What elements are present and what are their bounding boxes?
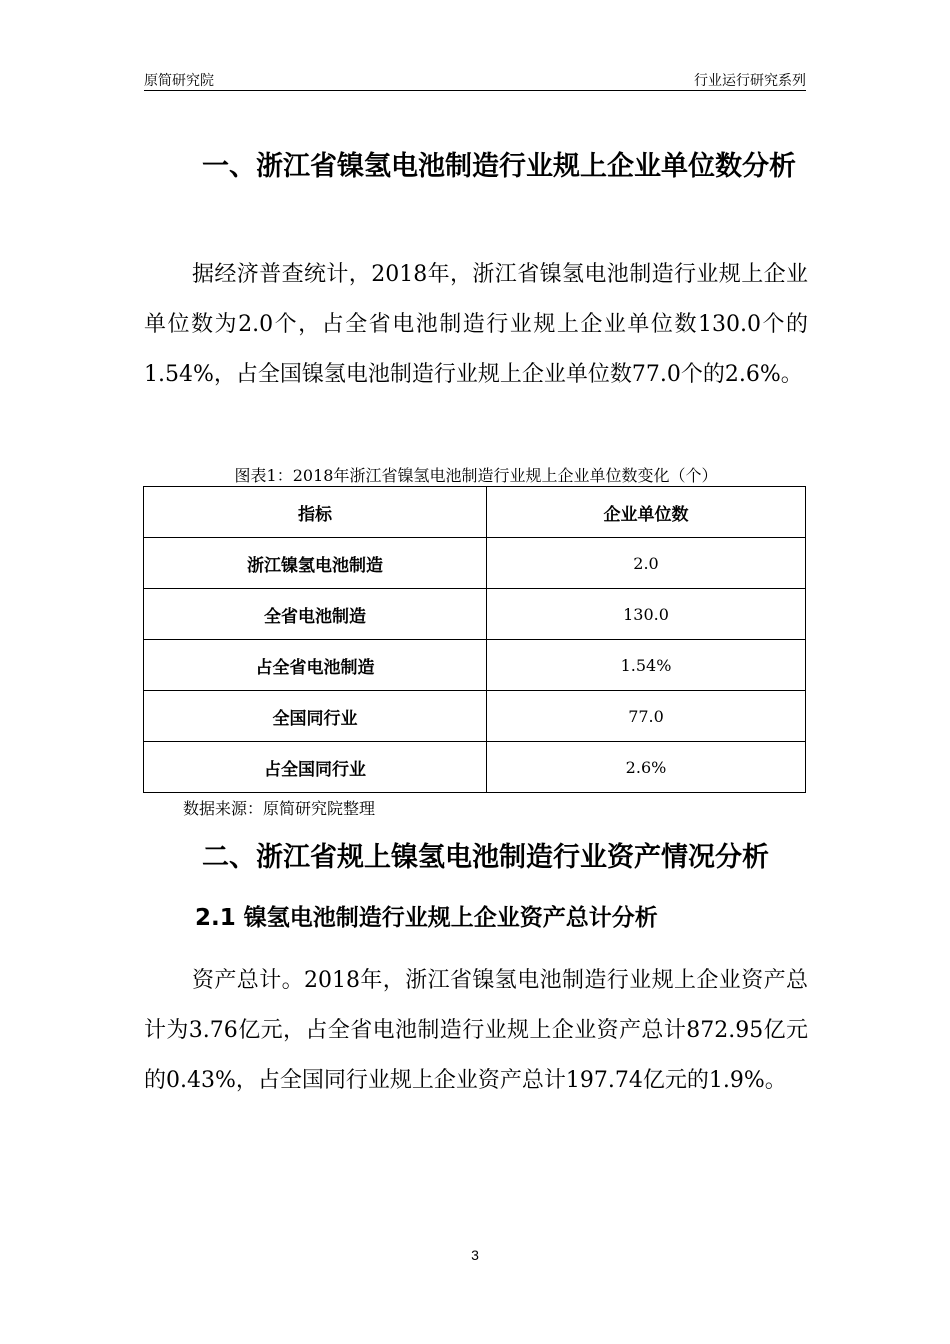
row-value: 130.0 <box>487 589 806 640</box>
row-label: 全省电池制造 <box>144 589 487 640</box>
table-row <box>144 640 806 691</box>
page-number: 3 <box>471 1247 479 1263</box>
section2-paragraph: 资产总计。2018年，浙江省镍氢电池制造行业规上企业资产总计为3.76亿元，占全省电池制造行业规上企业资产总计872.95亿元的0.43%，占全国同行业规上企业资产总计197.74亿元的1.9%。 <box>144 968 808 1093</box>
header-left-org: 原简研究院 <box>144 73 214 89</box>
column-header-count: 企业单位数 <box>487 487 806 538</box>
column-header-indicator: 指标 <box>144 487 487 538</box>
enterprise-count-table <box>143 486 806 793</box>
section2-heading: 二、浙江省规上镍氢电池制造行业资产情况分析 <box>202 842 769 873</box>
header-rule <box>144 90 806 91</box>
section2-subheading: 2.1 镍氢电池制造行业规上企业资产总计分析 <box>195 905 658 931</box>
row-label: 占全国同行业 <box>144 742 487 793</box>
table-row <box>144 742 806 793</box>
row-value: 2.6% <box>487 742 806 793</box>
row-label: 浙江镍氢电池制造 <box>144 538 487 589</box>
table-row <box>144 538 806 589</box>
row-value: 77.0 <box>487 691 806 742</box>
row-label: 全国同行业 <box>144 691 487 742</box>
section1-heading: 一、浙江省镍氢电池制造行业规上企业单位数分析 <box>202 151 796 182</box>
table-header-row <box>144 487 806 538</box>
table-caption: 图表1：2018年浙江省镍氢电池制造行业规上企业单位数变化（个） <box>234 466 718 485</box>
row-value: 1.54% <box>487 640 806 691</box>
row-value: 2.0 <box>487 538 806 589</box>
header-right-series: 行业运行研究系列 <box>694 73 806 89</box>
row-label: 占全省电池制造 <box>144 640 487 691</box>
table-row <box>144 589 806 640</box>
table-source-note: 数据来源：原简研究院整理 <box>183 799 376 818</box>
table-row <box>144 691 806 742</box>
section1-paragraph: 据经济普查统计，2018年，浙江省镍氢电池制造行业规上企业单位数为2.0个，占全省电池制造行业规上企业单位数130.0个的1.54%，占全国镍氢电池制造行业规上企业单位数77.0个的2.6%。 <box>144 262 808 387</box>
